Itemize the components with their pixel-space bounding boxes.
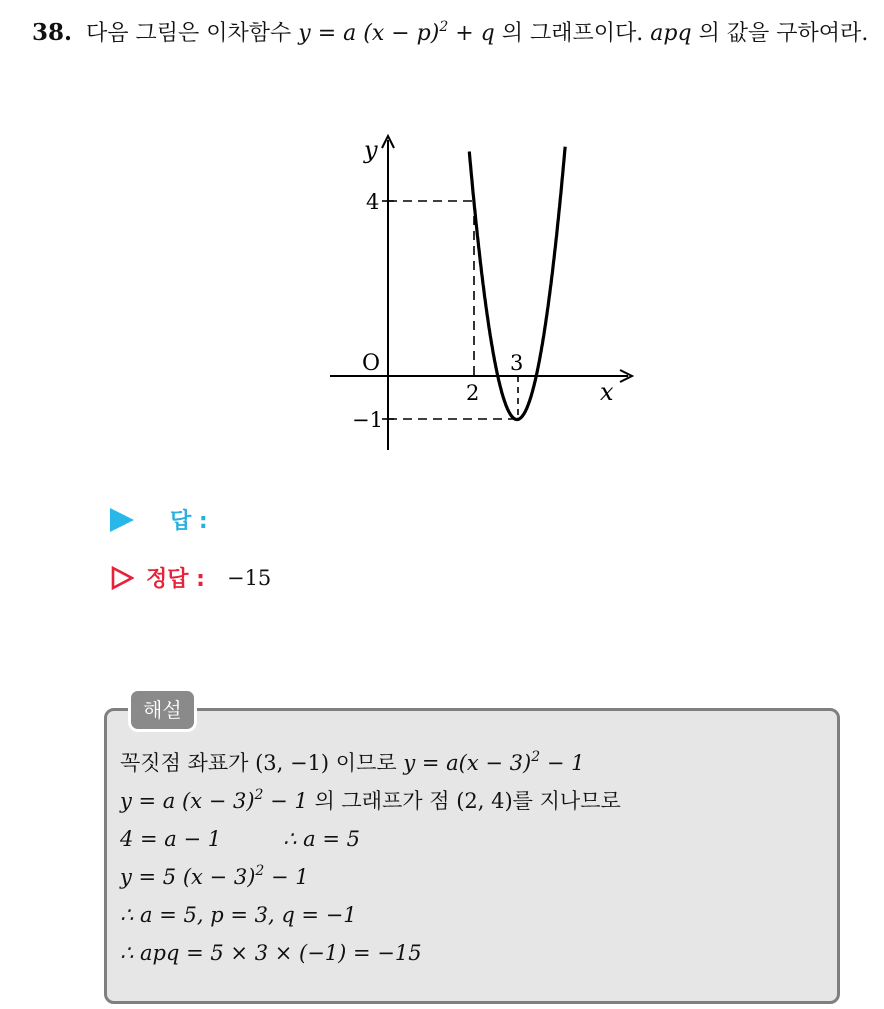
solution-line-2: y = a $(x - 3)^2 - 1$ 의 그래프가 점 (2, 4)를 지나므로	[120, 787, 621, 813]
solution-content	[120, 744, 621, 972]
tick-label-neg1: −1	[352, 408, 383, 432]
origin-label: O	[362, 351, 381, 376]
solution-badge: 해설	[128, 688, 197, 732]
answer-row	[110, 504, 208, 535]
correct-answer-value: −15	[226, 565, 272, 590]
question-number: 38.	[32, 19, 73, 46]
problem-text-a: 다음 그림은 이차함수	[86, 21, 292, 46]
answer-label: 답 :	[170, 509, 208, 534]
solution-line-3: 4 = a − 1 ∴ a = 5	[120, 827, 361, 851]
parabola-graph	[0, 0, 884, 480]
solution-line-6: ∴ apq = 5 × 3 × (−1) = −15	[120, 941, 422, 965]
outline-arrow-icon	[110, 566, 134, 590]
tick-label-4: 4	[366, 190, 380, 214]
y-axis-label: y	[364, 136, 378, 164]
solution-line-4: y = 5 $(x - 3)^2 - 1$	[120, 863, 309, 889]
problem-formula: y = a $(x - p)^2 + q$	[298, 19, 495, 46]
tick-label-3: 3	[510, 351, 524, 375]
solution-line-5: ∴ a = 5, p = 3, q = −1	[120, 903, 357, 927]
solution-line-1: 꼭짓점 좌표가 (3, −1) 이므로 $y = a(x - 3)^2 - 1$	[120, 749, 585, 775]
tick-label-2: 2	[466, 381, 480, 405]
correct-answer-label: 정답 :	[146, 567, 205, 592]
play-arrow-icon	[110, 508, 134, 532]
correct-answer-row	[110, 562, 271, 593]
x-axis-label: x	[600, 378, 614, 406]
problem-target: apq	[650, 21, 692, 46]
problem-text-c: 의 값을 구하여라.	[698, 21, 869, 46]
problem-text-b: 의 그래프이다.	[501, 21, 644, 46]
